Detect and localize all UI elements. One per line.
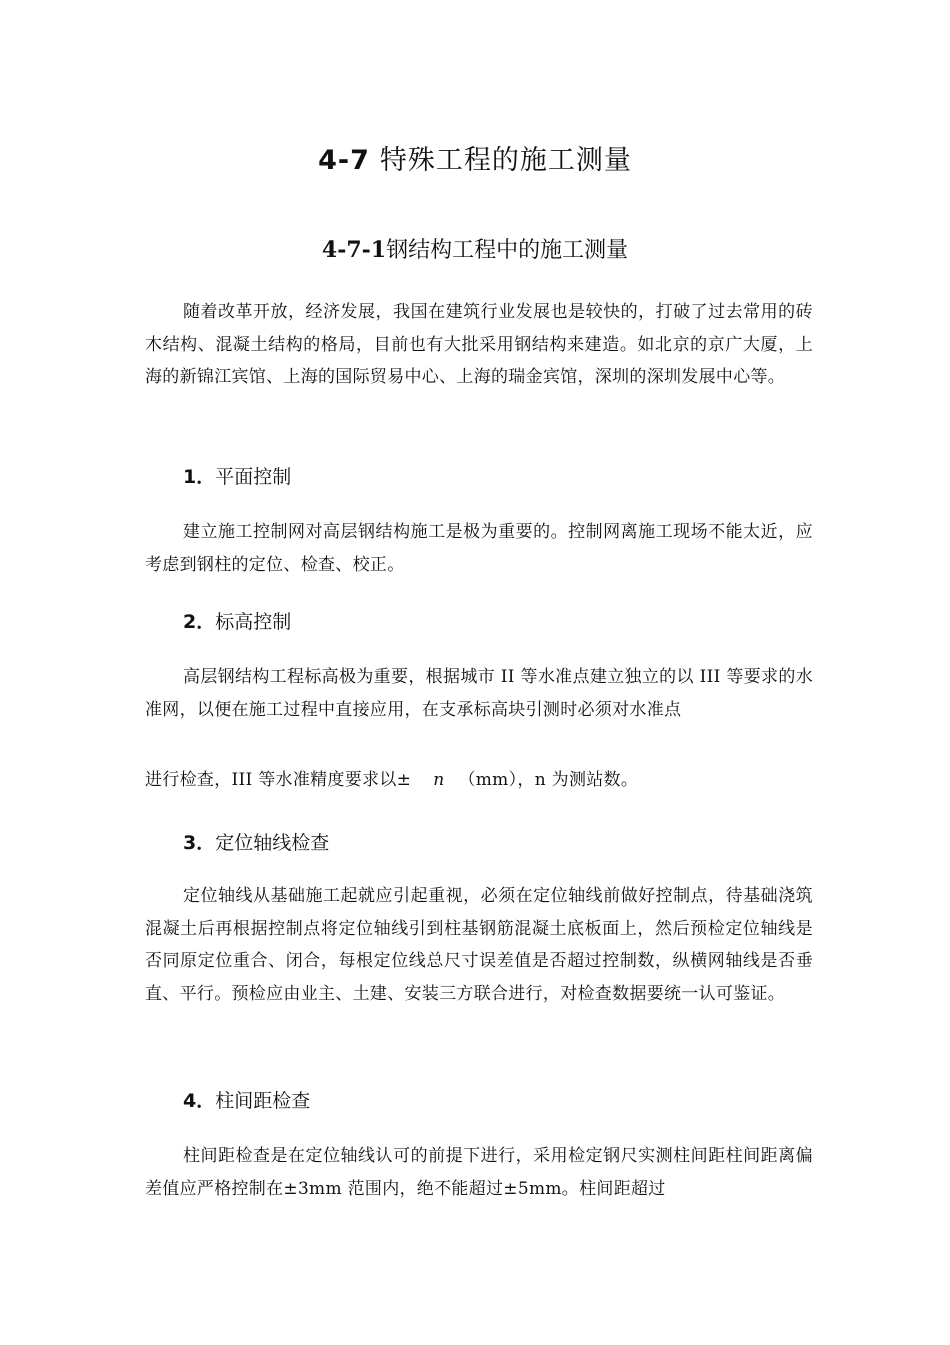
section-number: 4-7-1: [321, 237, 387, 263]
subsection-heading-4: 4．柱间距检查: [183, 1090, 311, 1112]
subsection-body-2-line2: 进行检查，III 等水准精度要求以± n （mm），n 为测站数。: [145, 770, 639, 790]
chapter-number: 4-7: [318, 145, 370, 176]
section-title: 钢结构工程中的施工测量: [386, 238, 629, 263]
subsection-body-1: 建立施工控制网对高层钢结构施工是极为重要的。控制网离施工现场不能太近，应考虑到钢柱的定位、检查、校正。: [145, 522, 813, 575]
subsection-heading-3: 3．定位轴线检查: [183, 832, 330, 854]
subsection-body-4: 柱间距检查是在定位轴线认可的前提下进行，采用检定钢尺实测柱间距柱间距离偏差值应严格控制在±3mm 范围内，绝不能超过±5mm。柱间距超过: [145, 1146, 813, 1199]
subsection-heading-1: 1．平面控制: [183, 466, 292, 488]
subsection-heading-2: 2．标高控制: [183, 611, 292, 633]
subsection-body-3: 定位轴线从基础施工起就应引起重视，必须在定位轴线前做好控制点，待基础浇筑混凝土后再根据控制点将定位轴线引到柱基钢筋混凝土底板面上，然后预检定位轴线是否同原定位重合、闭合，每根定位线总尺寸误差值是否超过控制数，纵横网轴线是否垂直、平行。预检应由业主、土建、安装三方联合进行，对检查数据要统一认可鉴证。: [145, 886, 813, 1004]
subsection-body-2: 高层钢结构工程标高极为重要，根据城市 II 等水准点建立独立的以 III 等要求的水准网，以便在施工过程中直接应用，在支承标高块引测时必须对水准点: [145, 667, 813, 720]
chapter-title: 特殊工程的施工测量: [379, 145, 632, 176]
chapter-heading: [0, 138, 950, 177]
section-heading: [0, 233, 950, 264]
intro-paragraph: 随着改革开放，经济发展，我国在建筑行业发展也是较快的，打破了过去常用的砖木结构、混凝土结构的格局，目前也有大批采用钢结构来建造。如北京的京广大厦，上海的新锦江宾馆、上海的国际贸易中心、上海的瑞金宾馆，深圳的深圳发展中心等。: [145, 302, 813, 387]
variable-n: n: [433, 770, 445, 790]
